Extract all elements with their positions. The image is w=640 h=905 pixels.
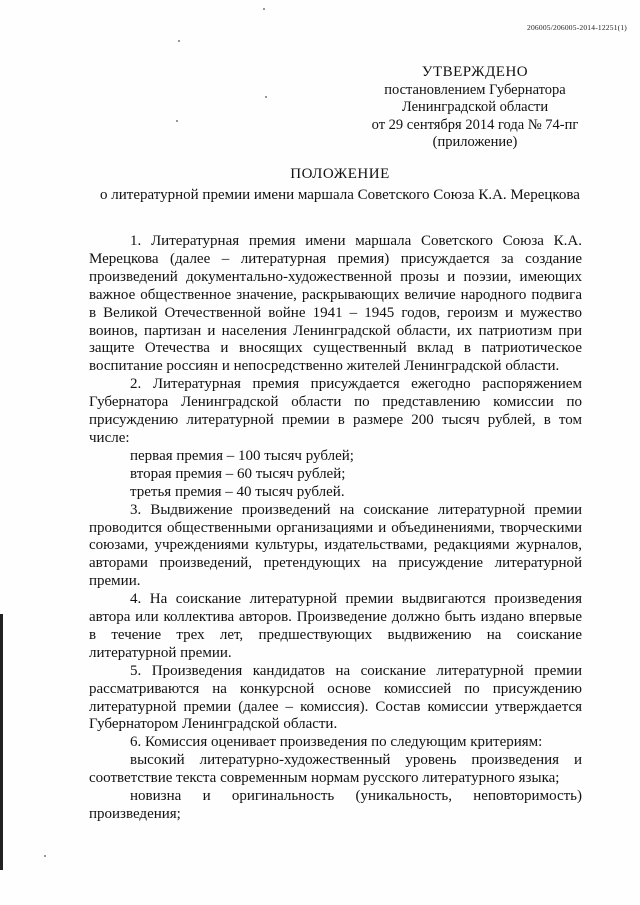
approval-line-4: (приложение) [432, 134, 518, 150]
scan-speck [265, 96, 267, 98]
paragraph-4: 4. На соискание литературной премии выдвигаются произведения автора или коллектива авторов. Произведение должно быть издано впервые в течение трех лет, предшествующих выдвижению на соискание литературной премии. [89, 591, 582, 661]
paragraph-6: 6. Комиссия оценивает произведения по следующим критериям: [130, 734, 543, 751]
prize-second: вторая премия – 60 тысяч рублей; [130, 465, 346, 482]
paragraph-5: 5. Произведения кандидатов на соискание литературной премии рассматриваются на конкурсной основе комиссией по присуждению литературной премии (далее – комиссия). Состав комиссии утверждается Губернатором Ленинградской области. [89, 662, 582, 733]
scan-speck [263, 8, 265, 10]
paragraph-2: 2. Литературная премия присуждается ежегодно распоряжением Губернатора Ленинградской области по представлению комиссии по присуждению литературной премии в размере 200 тысяч рублей, в том числе: [89, 376, 582, 446]
prize-first: первая премия – 100 тысяч рублей; [130, 447, 354, 464]
criterion-1: высокий литературно-художественный уровень произведения и соответствие текста современным нормам русского литературного языка; [89, 752, 582, 787]
scan-speck [176, 120, 178, 122]
title-main: ПОЛОЖЕНИЕ [290, 166, 390, 182]
scan-speck [44, 855, 46, 857]
paragraph-1: 1. Литературная премия имени маршала Советского Союза К.А. Мерецкова (далее – литературная премия) присуждается за создание произведений документально-художественной прозы и поэзии, имеющих важное общественное значение, раскрывающих величие народного подвига в Великой Отечественной войне 1941 – 1945 годов, героизм и мужество воинов, партизан и населения Ленинградской области, их патриотизм при защите Отечества и вносящих существенный вклад в патриотическое воспитание россиян и непосредственно жителей Ленинградской области. [89, 233, 582, 375]
approval-heading: УТВЕРЖДЕНО [421, 64, 529, 80]
prize-third: третья премия – 40 тысяч рублей. [130, 483, 345, 500]
document-title [60, 164, 620, 206]
approval-line-3: от 29 сентября 2014 года № 74-пг [371, 116, 579, 133]
document-body [89, 233, 582, 824]
approval-line-2: Ленинградской области [401, 99, 549, 115]
paragraph-3: 3. Выдвижение произведений на соискание литературной премии проводится общественными организациями и объединениями, творческими союзами, учреждениями культуры, издательствами, редакциями журналов, авторами произведений, претендующих на присуждение литературной премии. [89, 501, 582, 590]
scan-margin-bar [0, 614, 3, 870]
scan-speck [178, 40, 180, 42]
approval-line-1: постановлением Губернатора [384, 81, 566, 98]
title-subtitle: о литературной премии имени маршала Советского Союза К.А. Мерецкова [100, 187, 580, 203]
approval-stamp [360, 64, 590, 152]
document-id: 206005/206005-2014-12251(1) [527, 23, 627, 32]
criterion-2: новизна и оригинальность (уникальность, неповторимость) произведения; [89, 788, 582, 822]
